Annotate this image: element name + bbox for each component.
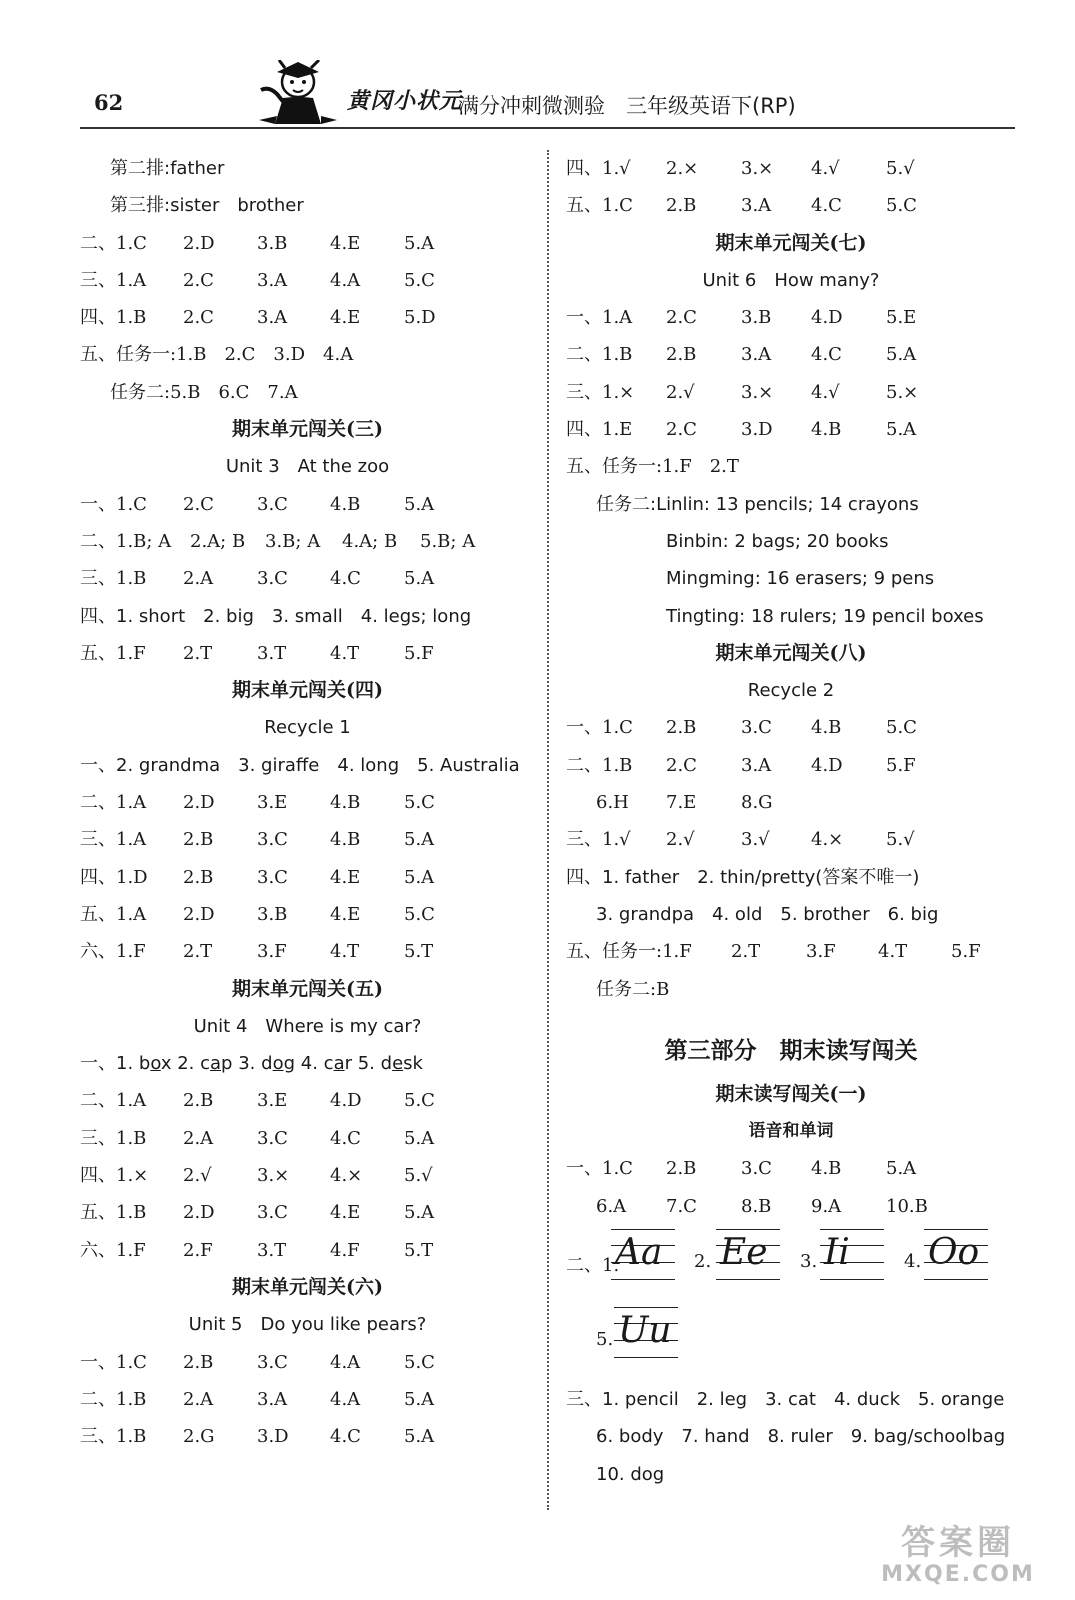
underlined-letter: a <box>210 1053 222 1075</box>
answer-line: 10. dog <box>596 1463 665 1485</box>
answer-cell: 3.A <box>257 269 288 291</box>
word-part: c <box>323 1053 334 1075</box>
answer-row <box>80 1157 535 1194</box>
answer-cell: 2.D <box>183 792 215 814</box>
answer-row <box>80 933 535 970</box>
answer-cell: 五、任务一:1.F <box>566 941 692 963</box>
answer-cell: 5.C <box>404 792 435 814</box>
answer-cell: 2.B <box>183 1351 214 1373</box>
answer-cell: 5.A <box>404 568 435 590</box>
unit-title: Unit 3 At the zoo <box>225 456 390 478</box>
watermark-url: MXQE.COM <box>881 1562 1035 1587</box>
answer-cell: 4.E <box>330 903 361 925</box>
answer-cell: 一、1.C <box>80 493 147 515</box>
unit-title: Recycle 1 <box>264 717 351 739</box>
answer-cell: 5.A <box>404 493 435 515</box>
question-number: 5. <box>357 1053 381 1075</box>
answer-line: 任务二:B <box>596 978 670 1000</box>
answer-row <box>566 709 1016 746</box>
answer-cell: 2.√ <box>666 829 695 851</box>
answer-cell: 2.F <box>183 1239 213 1261</box>
book-title: 满分冲刺微测验 三年级英语下(RP) <box>458 94 796 118</box>
answer-row <box>80 784 535 821</box>
unit-title: Unit 4 Where is my car? <box>193 1015 422 1037</box>
answer-cell: 4.B <box>330 829 361 851</box>
answer-row <box>80 635 535 672</box>
answer-cell: 7.C <box>666 1195 697 1217</box>
word-part: x <box>160 1053 172 1075</box>
handwriting-row <box>566 1225 1016 1303</box>
answer-row <box>80 225 535 262</box>
answer-cell: 2.× <box>666 158 699 179</box>
answer-cell: 4.B <box>330 792 361 814</box>
answer-cell: 2.D <box>183 1202 215 1224</box>
answer-cell: 5.A <box>886 344 917 366</box>
answer-cell: 5.D <box>404 307 436 329</box>
answer-row <box>80 262 535 299</box>
answer-cell: 3.T <box>257 642 287 664</box>
answer-cell: 4.B <box>811 1158 842 1180</box>
word-part: p <box>221 1053 233 1075</box>
answer-cell: 4.C <box>811 344 842 366</box>
answer-line: Tingting: 18 rulers; 19 pencil boxes <box>666 605 984 627</box>
answer-line: 第二排:father <box>110 158 225 179</box>
answer-row <box>566 411 1016 448</box>
answer-cell: 4.A <box>330 1388 361 1410</box>
section-heading: 期末单元闯关(三) <box>232 418 383 441</box>
answer-cell: 二、1.A <box>80 1090 147 1112</box>
answer-cell: 8.B <box>741 1195 772 1217</box>
handwriting-lines <box>716 1229 780 1279</box>
answer-cell: 3.A <box>741 195 772 217</box>
answer-cell: 五、1.F <box>80 642 146 664</box>
underlined-letter: o <box>150 1053 161 1075</box>
answer-row <box>566 187 1016 224</box>
answer-cell: 3.C <box>257 493 288 515</box>
answer-cell: 3.A <box>257 1388 288 1410</box>
handwritten-letters: Ee <box>720 1232 768 1274</box>
section-heading: 期末单元闯关(四) <box>232 679 383 702</box>
answer-cell: 4.D <box>811 307 843 329</box>
question-prefix: 一、1. <box>80 1053 139 1075</box>
question-number: 2. <box>694 1251 712 1273</box>
answer-line: 四、1. short 2. big 3. small 4. legs; long <box>80 605 472 627</box>
answer-row <box>80 859 535 896</box>
answer-cell: 4.C <box>330 1127 361 1149</box>
answer-cell: 二、1.B <box>80 1388 147 1410</box>
answer-cell: 三、1.B <box>80 568 147 590</box>
answer-cell: 四、1.B <box>80 307 147 329</box>
answer-cell: 4.T <box>330 642 360 664</box>
answer-cell: 五、1.A <box>80 903 147 925</box>
answer-cell: 2.B <box>183 1090 214 1112</box>
section-heading: 期末单元闯关(七) <box>715 231 867 254</box>
answer-cell: 3.C <box>257 829 288 851</box>
word-part: g <box>283 1053 296 1075</box>
answer-cell: 三、1.B <box>80 1127 147 1149</box>
answer-cell: 二、1.B <box>566 344 633 366</box>
answer-cell: 3.E <box>257 792 288 814</box>
answer-cell: 4.√ <box>811 158 840 179</box>
answer-row <box>566 821 1016 858</box>
handwritten-letters: Oo <box>928 1232 980 1274</box>
answer-cell: 2.C <box>183 307 214 329</box>
watermark-text: 答案圈 <box>901 1523 1015 1563</box>
answer-cell: 2.C <box>183 493 214 515</box>
answer-cell: 一、1.C <box>566 1158 633 1180</box>
underlined-letter: a <box>333 1053 345 1075</box>
handwritten-letters: Ii <box>824 1232 850 1274</box>
answer-cell: 3.D <box>257 1426 289 1448</box>
answer-cell: 3.D <box>741 419 773 441</box>
answer-cell: 2.√ <box>183 1165 212 1187</box>
answer-cell: 3.F <box>257 941 287 963</box>
answer-cell: 3.C <box>257 1202 288 1224</box>
answer-cell: 五、1.C <box>566 195 633 217</box>
answer-row <box>80 896 535 933</box>
answer-cell: 3.A <box>741 754 772 776</box>
answer-cell: 三、1.B <box>80 1426 147 1448</box>
answer-cell: 5.C <box>404 903 435 925</box>
answer-cell: 2.G <box>183 1426 215 1448</box>
section-heading: 期末单元闯关(八) <box>715 641 867 664</box>
answer-cell: 二、1.B <box>566 754 633 776</box>
answer-line: 四、1. father 2. thin/pretty(答案不唯一) <box>566 866 920 888</box>
answer-cell: 4.B <box>811 419 842 441</box>
question-number: 4. <box>904 1251 922 1273</box>
answer-cell: 一、1.C <box>566 717 633 739</box>
answer-cell: 4.A; B <box>342 530 398 552</box>
answer-row <box>80 1381 535 1418</box>
scholar-mascot-icon <box>255 60 341 128</box>
question-number: 2. <box>177 1053 201 1075</box>
answer-cell: 四、1.D <box>80 866 148 888</box>
answer-cell: 4.× <box>811 829 844 851</box>
answer-cell: 5.A <box>886 1158 917 1180</box>
answer-cell: 2.√ <box>666 381 695 403</box>
answer-line: 任务二:Linlin: 13 pencils; 14 crayons <box>596 493 919 515</box>
answer-cell: 一、1.A <box>566 307 633 329</box>
answer-cell: 5.A <box>404 1127 435 1149</box>
answer-row <box>566 784 1016 821</box>
answer-cell: 3.T <box>257 1239 287 1261</box>
column-divider <box>547 150 549 1510</box>
answer-cell: 5.C <box>886 717 917 739</box>
answer-cell: 三、1.A <box>80 269 147 291</box>
answer-cell: 5.T <box>404 941 434 963</box>
question-number: 3. <box>238 1053 262 1075</box>
answer-cell: 5.√ <box>404 1165 433 1187</box>
answer-cell: 4.A <box>330 269 361 291</box>
right-column <box>566 150 1016 1493</box>
answer-cell: 三、1.× <box>566 381 635 403</box>
answer-cell: 2.A; B <box>190 530 246 552</box>
answer-cell: 一、1.C <box>80 1351 147 1373</box>
underlined-letter: o <box>272 1053 284 1075</box>
page-header <box>80 58 1015 128</box>
answer-cell: 二、1.B; A <box>80 530 172 552</box>
answer-row <box>566 747 1016 784</box>
answer-cell: 9.A <box>811 1195 842 1217</box>
answer-cell: 4.E <box>330 866 361 888</box>
answer-row <box>80 560 535 597</box>
answer-row <box>80 1194 535 1231</box>
question-number: 5. <box>596 1329 614 1351</box>
answer-row <box>80 523 535 560</box>
answer-cell: 5.F <box>951 941 981 963</box>
answer-cell: 2.B <box>666 195 697 217</box>
word-part: b <box>138 1053 151 1075</box>
answer-line: 第三排:sister brother <box>110 195 304 217</box>
answer-line: Binbin: 2 bags; 20 books <box>666 530 889 552</box>
answer-cell: 5.A <box>404 232 435 254</box>
answer-row <box>80 1344 535 1381</box>
answer-cell: 5.C <box>404 269 435 291</box>
answer-cell: 2.B <box>183 829 214 851</box>
answer-cell: 五、1.B <box>80 1202 147 1224</box>
section-heading: 期末读写闯关(一) <box>715 1082 867 1105</box>
handwriting-row <box>566 1303 1016 1381</box>
answer-cell: 二、1.C <box>80 232 147 254</box>
answer-cell: 5.C <box>404 1090 435 1112</box>
answer-line: 五、任务一:1.B 2.C 3.D 4.A <box>80 344 354 366</box>
answer-cell: 3.A <box>257 307 288 329</box>
answer-cell: 3.B <box>257 232 288 254</box>
word-part: c <box>200 1053 211 1075</box>
answer-cell: 3.A <box>741 344 772 366</box>
handwriting-lines <box>924 1229 988 1279</box>
answer-cell: 4.E <box>330 232 361 254</box>
answer-cell: 三、1.√ <box>566 829 631 851</box>
section-heading: 期末单元闯关(五) <box>232 977 383 1000</box>
answer-cell: 5.C <box>404 1351 435 1373</box>
answer-cell: 5.B; A <box>420 530 476 552</box>
answer-cell: 5.A <box>404 1388 435 1410</box>
answer-cell: 3.C <box>257 1351 288 1373</box>
part-heading: 第三部分 期末读写闯关 <box>664 1036 918 1064</box>
answer-cell: 5.E <box>886 307 917 329</box>
unit-title: Unit 6 How many? <box>702 269 880 291</box>
answer-cell: 4.√ <box>811 381 840 403</box>
answer-row <box>566 374 1016 411</box>
answer-cell: 2.A <box>183 1127 214 1149</box>
answer-cell: 2.B <box>183 866 214 888</box>
answer-line: 三、1. pencil 2. leg 3. cat 4. duck 5. orange <box>566 1389 1005 1411</box>
answer-line-underlined-letters <box>80 1045 535 1082</box>
answer-cell: 6.A <box>596 1195 627 1217</box>
answer-cell: 7.E <box>666 792 697 814</box>
answer-cell: 3.F <box>806 941 836 963</box>
answer-cell: 3.√ <box>741 829 770 851</box>
handwritten-letters: Uu <box>618 1310 672 1352</box>
answer-cell: 3.C <box>257 568 288 590</box>
answer-row <box>80 299 535 336</box>
answer-line: 一、2. grandma 3. giraffe 4. long 5. Australia <box>80 754 520 776</box>
answer-row <box>566 1188 1016 1225</box>
answer-cell: 3.E <box>257 1090 288 1112</box>
answer-cell: 2.C <box>666 419 697 441</box>
answer-cell: 2.B <box>666 1158 697 1180</box>
answer-cell: 2.T <box>731 941 761 963</box>
answer-cell: 3.× <box>741 158 774 179</box>
answer-row <box>80 486 535 523</box>
answer-row <box>80 1082 535 1119</box>
answer-cell: 6.H <box>596 792 629 814</box>
answer-row <box>80 821 535 858</box>
word-part: d <box>261 1053 273 1075</box>
answer-cell: 5.A <box>886 419 917 441</box>
answer-line: Mingming: 16 erasers; 9 pens <box>666 568 935 590</box>
underlined-letter: e <box>392 1053 404 1075</box>
answer-cell: 3.C <box>741 1158 772 1180</box>
answer-cell: 5.× <box>886 381 919 403</box>
answer-cell: 4.D <box>811 754 843 776</box>
question-number: 3. <box>800 1251 818 1273</box>
question-number: 4. <box>300 1053 324 1075</box>
answer-cell: 3.× <box>741 381 774 403</box>
answer-cell: 2.C <box>666 307 697 329</box>
answer-cell: 4.T <box>878 941 908 963</box>
word-part: d <box>380 1053 393 1075</box>
brand-name: 黄冈小状元 <box>347 88 463 114</box>
answer-cell: 4.× <box>330 1165 363 1187</box>
answer-row <box>566 299 1016 336</box>
answer-cell: 4.F <box>330 1239 360 1261</box>
answer-cell: 5.F <box>404 642 434 664</box>
answer-line: 3. grandpa 4. old 5. brother 6. big <box>596 903 939 925</box>
answer-cell: 4.C <box>330 568 361 590</box>
word-part: r <box>344 1053 352 1075</box>
answer-cell: 2.B <box>666 344 697 366</box>
answer-cell: 4.B <box>811 717 842 739</box>
answer-cell: 10.B <box>886 1195 928 1217</box>
answer-cell: 四、1.E <box>566 419 633 441</box>
subsection-heading: 语音和单词 <box>748 1121 834 1142</box>
answer-cell: 四、1.√ <box>566 158 631 179</box>
answer-cell: 5.C <box>886 195 917 217</box>
answer-row <box>566 933 1016 970</box>
answer-cell: 2.A <box>183 568 214 590</box>
page-number: 62 <box>94 90 124 115</box>
answer-cell: 2.C <box>666 754 697 776</box>
answer-cell: 2.C <box>183 269 214 291</box>
answer-cell: 2.T <box>183 941 213 963</box>
left-column <box>80 150 535 1455</box>
unit-title: Recycle 2 <box>747 680 835 702</box>
answer-cell: 3.C <box>741 717 772 739</box>
word-part: sk <box>403 1053 423 1075</box>
answer-cell: 四、1.× <box>80 1165 149 1187</box>
answer-cell: 3.C <box>257 866 288 888</box>
answer-cell: 六、1.F <box>80 941 146 963</box>
answer-cell: 3.C <box>257 1127 288 1149</box>
answer-cell: 4.C <box>330 1426 361 1448</box>
handwriting-lines <box>820 1229 884 1279</box>
answer-cell: 三、1.A <box>80 829 147 851</box>
answer-cell: 4.E <box>330 307 361 329</box>
answer-cell: 3.B; A <box>265 530 321 552</box>
answer-cell: 5.A <box>404 866 435 888</box>
header-rule <box>80 127 1015 129</box>
answer-cell: 3.× <box>257 1165 290 1187</box>
answer-cell: 2.D <box>183 232 215 254</box>
answer-cell: 5.T <box>404 1239 434 1261</box>
answer-cell: 3.B <box>257 903 288 925</box>
unit-title: Unit 5 Do you like pears? <box>188 1314 427 1336</box>
answer-row <box>566 1150 1016 1187</box>
answer-cell: 5.√ <box>886 158 915 179</box>
answer-cell: 4.D <box>330 1090 362 1112</box>
answer-row <box>566 150 1016 187</box>
answer-cell: 二、1.A <box>80 792 147 814</box>
answer-row <box>80 1232 535 1269</box>
handwritten-letters: Aa <box>615 1232 663 1274</box>
answer-cell: 4.C <box>811 195 842 217</box>
answer-cell: 4.T <box>330 941 360 963</box>
answer-cell: 六、1.F <box>80 1239 146 1261</box>
question-number: 二、1. <box>566 1255 620 1277</box>
handwriting-lines <box>614 1307 678 1357</box>
answer-row <box>566 336 1016 373</box>
watermark <box>873 1524 1043 1594</box>
handwriting-lines <box>611 1229 675 1279</box>
answer-line: 6. body 7. hand 8. ruler 9. bag/schoolbag <box>596 1426 1006 1448</box>
answer-cell: 5.A <box>404 1202 435 1224</box>
answer-cell: 2.B <box>666 717 697 739</box>
answer-cell: 5.A <box>404 829 435 851</box>
section-heading: 期末单元闯关(六) <box>232 1275 383 1298</box>
answer-cell: 8.G <box>741 792 773 814</box>
answer-row <box>80 1418 535 1455</box>
answer-cell: 4.E <box>330 1202 361 1224</box>
answer-row <box>80 1120 535 1157</box>
answer-cell: 5.F <box>886 754 916 776</box>
answer-cell: 2.T <box>183 642 213 664</box>
answer-cell: 2.A <box>183 1388 214 1410</box>
answer-cell: 4.A <box>330 1351 361 1373</box>
answer-cell: 4.B <box>330 493 361 515</box>
answer-cell: 5.√ <box>886 829 915 851</box>
answer-line: 五、任务一:1.F 2.T <box>566 456 739 478</box>
answer-cell: 2.D <box>183 903 215 925</box>
answer-cell: 5.A <box>404 1426 435 1448</box>
answer-cell: 3.B <box>741 307 772 329</box>
answer-line: 任务二:5.B 6.C 7.A <box>110 381 298 403</box>
